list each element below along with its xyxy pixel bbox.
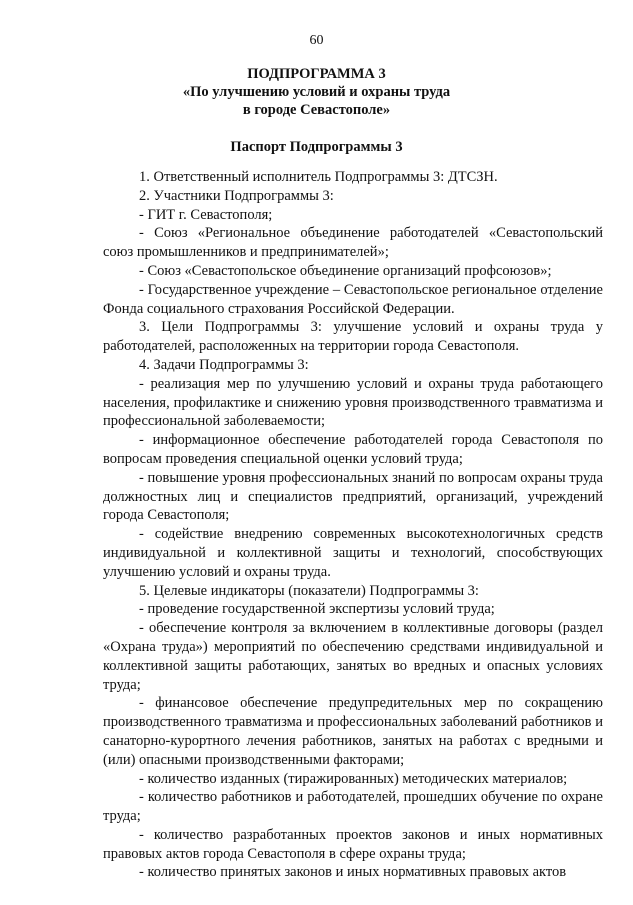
paragraph-participant-git: - ГИТ г. Севастополя; (139, 206, 273, 223)
passport-body (103, 168, 603, 882)
paragraph-participant-trade-unions: - Союз «Севастопольское объединение организаций профсоюзов»; (139, 262, 552, 279)
paragraph-task-1: - реализация мер по улучшению условий и охраны труда работающего населения, профилактике и снижению уровня производственного травматизма и профессиональной заболеваемости; (103, 375, 603, 430)
paragraph-task-4: - содействие внедрению современных высокотехнологичных средств индивидуальной и коллективной защиты и технологий, способствующих улучшению условий и охраны труда. (103, 526, 603, 580)
subprogram-heading-line-2: «По улучшению условий и охраны труда (182, 84, 451, 100)
page-number: 60 (309, 33, 324, 48)
paragraph-indicator-6: - количество разработанных проектов законов и иных нормативных правовых актов города Севастополя в сфере охраны труда; (103, 826, 603, 862)
paragraph-tasks-heading: 4. Задачи Подпрограммы 3: (139, 356, 309, 373)
paragraph-indicator-7: - количество принятых законов и иных нормативных правовых актов (139, 864, 567, 881)
paragraph-participant-social-insurance: - Государственное учреждение – Севастопольское региональное отделение Фонда социального страхования Российской Федерации. (103, 281, 603, 317)
paragraph-participant-employers-union: - Союз «Региональное объединение работодателей «Севастопольский союз промышленников и предпринимателей»; (103, 225, 603, 261)
paragraph-indicator-2: - обеспечение контроля за включением в коллективные договоры (раздел «Охрана труда») мероприятий по обеспечению средствами индивидуальной и коллективной защиты работающих, занятых во вредных и опасных условиях труда; (103, 620, 603, 693)
paragraph-responsible-executor: 1. Ответственный исполнитель Подпрограммы 3: ДТСЗН. (139, 169, 498, 185)
paragraph-indicator-1: - проведение государственной экспертизы условий труда; (139, 601, 495, 618)
paragraph-task-3: - повышение уровня профессиональных знаний по вопросам охраны труда должностных лиц и специалистов предприятий, организаций, учреждений города Севастополя; (103, 469, 603, 524)
paragraph-indicator-5: - количество работников и работодателей, прошедших обучение по охране труда; (103, 789, 603, 825)
subprogram-heading (0, 65, 633, 119)
subprogram-heading-line-3: в городе Севастополе» (242, 102, 391, 118)
paragraph-goals: 3. Цели Подпрограммы 3: улучшение условий и охраны труда у работодателей, расположенных на территории города Севастополя. (103, 319, 603, 355)
passport-title: Паспорт Подпрограммы 3 (230, 139, 403, 155)
paragraph-indicator-4: - количество изданных (тиражированных) методических материалов; (139, 770, 568, 787)
subprogram-heading-line-1: ПОДПРОГРАММА 3 (247, 66, 386, 82)
paragraph-indicators-heading: 5. Целевые индикаторы (показатели) Подпрограммы 3: (139, 582, 479, 599)
paragraph-task-2: - информационное обеспечение работодателей города Севастополя по вопросам проведения специальной оценки условий труда; (103, 432, 603, 467)
paragraph-indicator-3: - финансовое обеспечение предупредительных мер по сокращению производственного травматизма и профессиональных заболеваний работников и санаторно-курортного лечения работников, занятых на работах с вредными и (или) опасными производственными факторами; (103, 695, 603, 768)
paragraph-participants-heading: 2. Участники Подпрограммы 3: (139, 187, 334, 204)
